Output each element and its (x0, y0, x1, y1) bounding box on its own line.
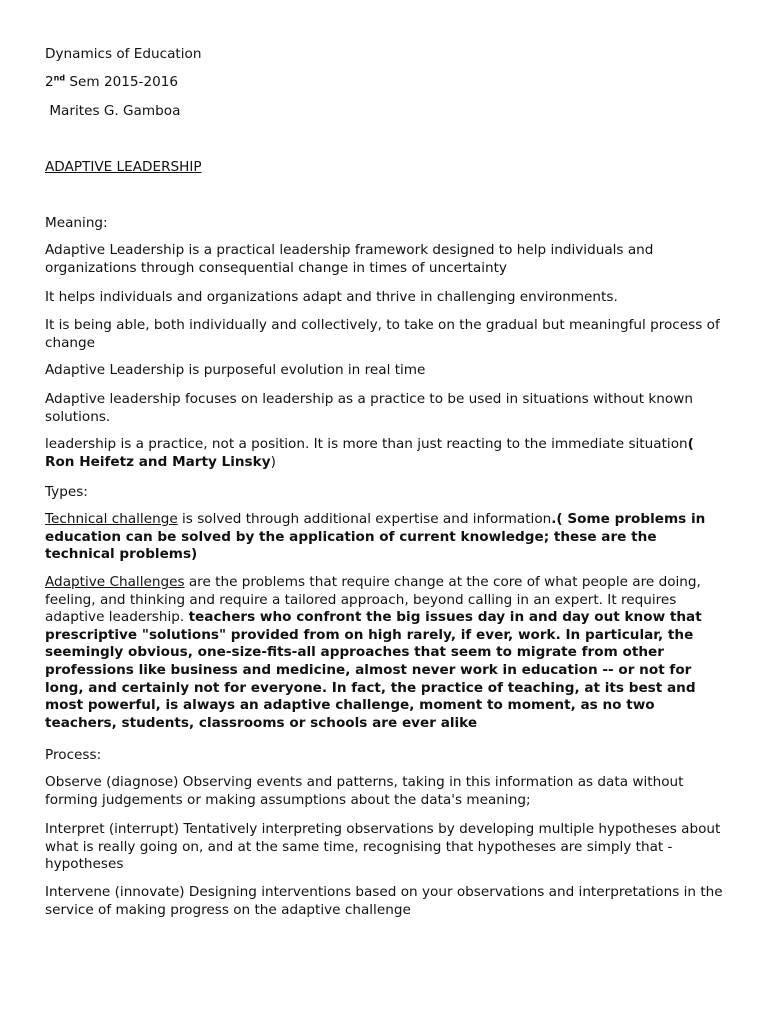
adaptive-challenge-paragraph (45, 574, 725, 732)
document-title: ADAPTIVE LEADERSHIP (45, 159, 202, 175)
semester-line (45, 73, 178, 91)
meaning-p6-text: leadership is a practice, not a position. It is more than just reacting to the immediate situation (45, 436, 688, 452)
technical-challenge-text: is solved through additional expertise and information (177, 511, 552, 527)
technical-challenge-bold: .( Some problems in education can be solved by the application of current knowledge; these are the technical problems) (45, 511, 706, 563)
technical-challenge-term: Technical challenge (45, 511, 178, 527)
meaning-paragraph-4: Adaptive Leadership is purposeful evolution in real time (45, 362, 426, 378)
meaning-label: Meaning: (45, 215, 108, 231)
technical-challenge-paragraph (45, 511, 725, 564)
meaning-p6-end: ) (270, 453, 276, 470)
meaning-paragraph-5: Adaptive leadership focuses on leadership as a practice to be used in situations without known solutions. (45, 391, 693, 425)
adaptive-challenge-text: are the problems that require change at the core of what people are doing, feeling, and thinking and require a tailored approach, beyond calling in an expert. It requires adaptive leadership. (45, 574, 701, 626)
process-observe: Observe (diagnose) Observing events and patterns, taking in this information as data without forming judgements or making assumptions about the data's meaning; (45, 774, 684, 808)
process-label: Process: (45, 747, 102, 763)
meaning-paragraph-6 (45, 436, 725, 471)
meaning-paragraph-3: It is being able, both individually and collectively, to take on the gradual but meaningful process of change (45, 317, 720, 351)
semester-ordinal: nd (53, 73, 66, 83)
process-interpret: Interpret (interrupt) Tentatively interpreting observations by developing multiple hypotheses about what is really going on, and at the same time, recognising that hypotheses are simply that - hypotheses (45, 821, 721, 873)
meaning-paragraph-2: It helps individuals and organizations adapt and thrive in challenging environments. (45, 289, 618, 305)
meaning-p6-citation: ( Ron Heifetz and Marty Linsky (45, 436, 694, 470)
process-intervene: Intervene (innovate) Designing interventions based on your observations and interpretations in the service of making progress on the adaptive challenge (45, 884, 723, 918)
adaptive-challenge-term: Adaptive Challenges (45, 574, 185, 590)
meaning-paragraph-1: Adaptive Leadership is a practical leadership framework designed to help individuals and organizations through consequential change in times of uncertainty (45, 242, 654, 276)
author-name: Marites G. Gamboa (45, 103, 181, 119)
adaptive-challenge-bold: teachers who confront the big issues day in and day out know that prescriptive "solutions" provided from on high rarely, if ever, work. In particular, the seemingly obvious, one-size-fits-all approaches that seem to migrate from other professions like business and medicine, almost never work in education -- or not for long, and certainly not for everyone. In fact, the practice of teaching, at its best and most powerful, is always an adaptive challenge, moment to moment, as no two teachers, students, classrooms or schools are ever alike (45, 609, 702, 731)
types-label: Types: (45, 484, 88, 500)
course-name: Dynamics of Education (45, 46, 202, 62)
semester-text: Sem 2015-2016 (65, 74, 179, 90)
semester-number: 2 (45, 74, 54, 90)
